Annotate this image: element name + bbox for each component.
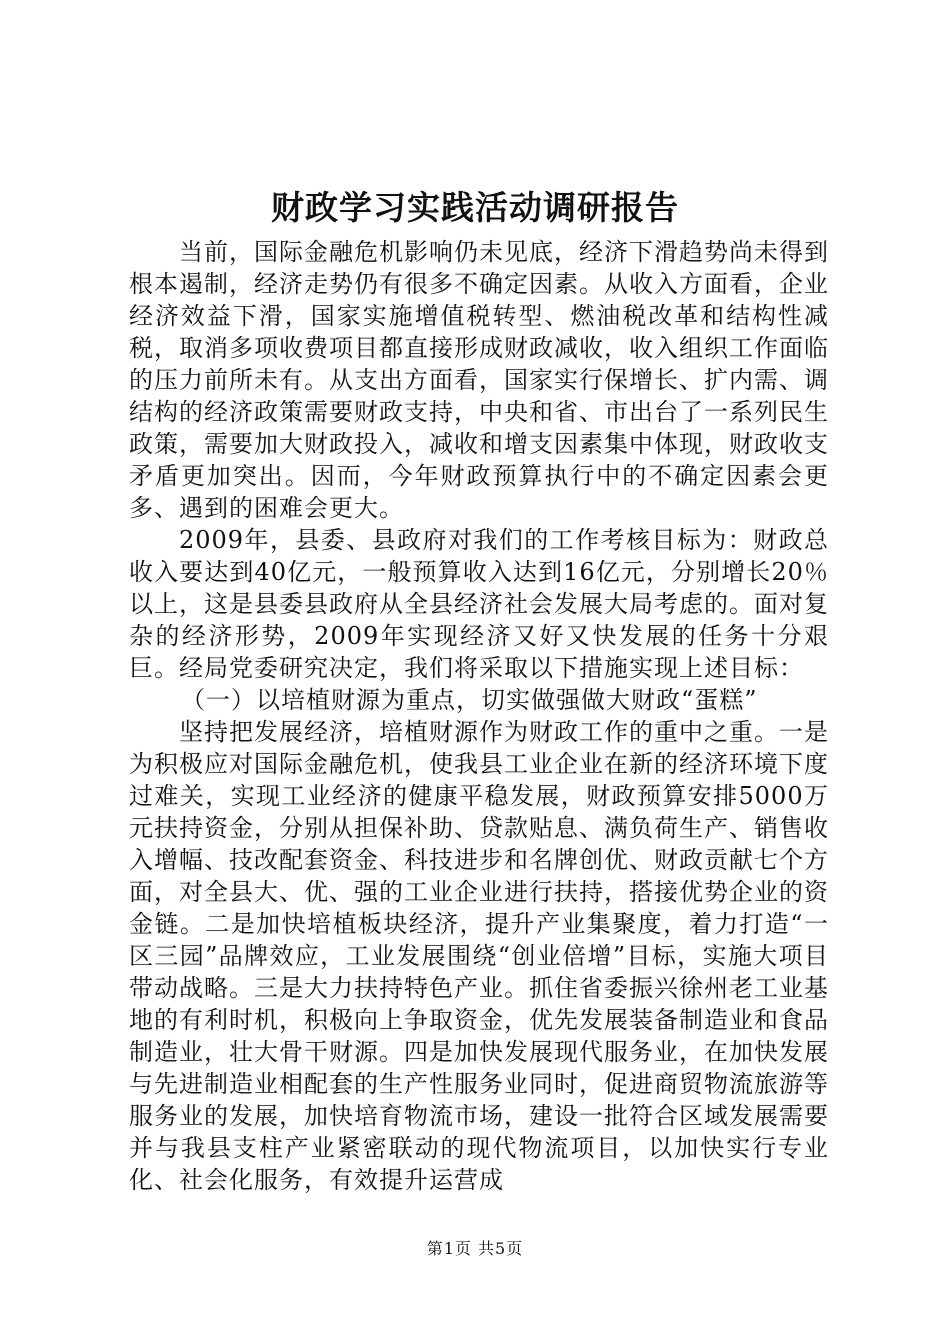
document-title: 财政学习实践活动调研报告: [271, 188, 679, 227]
document-body: [129, 236, 829, 1196]
paragraph-section-body: 坚持把发展经济，培植财源作为财政工作的重中之重。一是为积极应对国际金融危机，使我县工业企业在新的经济环境下度过难关，实现工业经济的健康平稳发展，财政预算安排5000万元扶持资金，分别从担保补助、贷款贴息、满负荷生产、销售收入增幅、技改配套资金、科技进步和名牌创优、财政贡献七个方面，对全县大、优、强的工业企业进行扶持，搭接优势企业的资金链。二是加快培植板块经济，提升产业集聚度，着力打造“一区三园”品牌效应，工业发展围绕“创业倍增”目标，实施大项目带动战略。三是大力扶持特色产业。抓住省委振兴徐州老工业基地的有利时机，积极向上争取资金，优先发展装备制造业和食品制造业，壮大骨干财源。四是加快发展现代服务业，在加快发展与先进制造业相配套的生产性服务业同时，促进商贸物流旅游等服务业的发展，加快培育物流市场，建设一批符合区域发展需要并与我县支柱产业紧密联动的现代物流项目，以加快实行专业化、社会化服务，有效提升运营成: [129, 718, 829, 1194]
page-footer: 第1页 共5页: [426, 1239, 524, 1258]
paragraph-intro: 当前，国际金融危机影响仍未见底，经济下滑趋势尚未得到根本遏制，经济走势仍有很多不确定因素。从收入方面看，企业经济效益下滑，国家实施增值税转型、燃油税改革和结构性减税，取消多项收费项目都直接形成财政减收，收入组织工作面临的压力前所未有。从支出方面看，国家实行保增长、扩内需、调结构的经济政策需要财政支持，中央和省、市出台了一系列民生政策，需要加大财政投入，减收和增支因素集中体现，财政收支矛盾更加突出。因而，今年财政预算执行中的不确定因素会更多、遇到的困难会更大。: [129, 238, 829, 522]
section-heading: （一）以培植财源为重点，切实做强做大财政“蛋糕”: [181, 686, 758, 714]
paragraph-targets: 2009年，县委、县政府对我们的工作考核目标为：财政总收入要达到40亿元，一般预算收入达到16亿元，分别增长20％以上，这是县委县政府从全县经济社会发展大局考虑的。面对复杂的经济形势，2009年实现经济又好又快发展的任务十分艰巨。经局党委研究决定，我们将采取以下措施实现上述目标：: [129, 526, 829, 682]
